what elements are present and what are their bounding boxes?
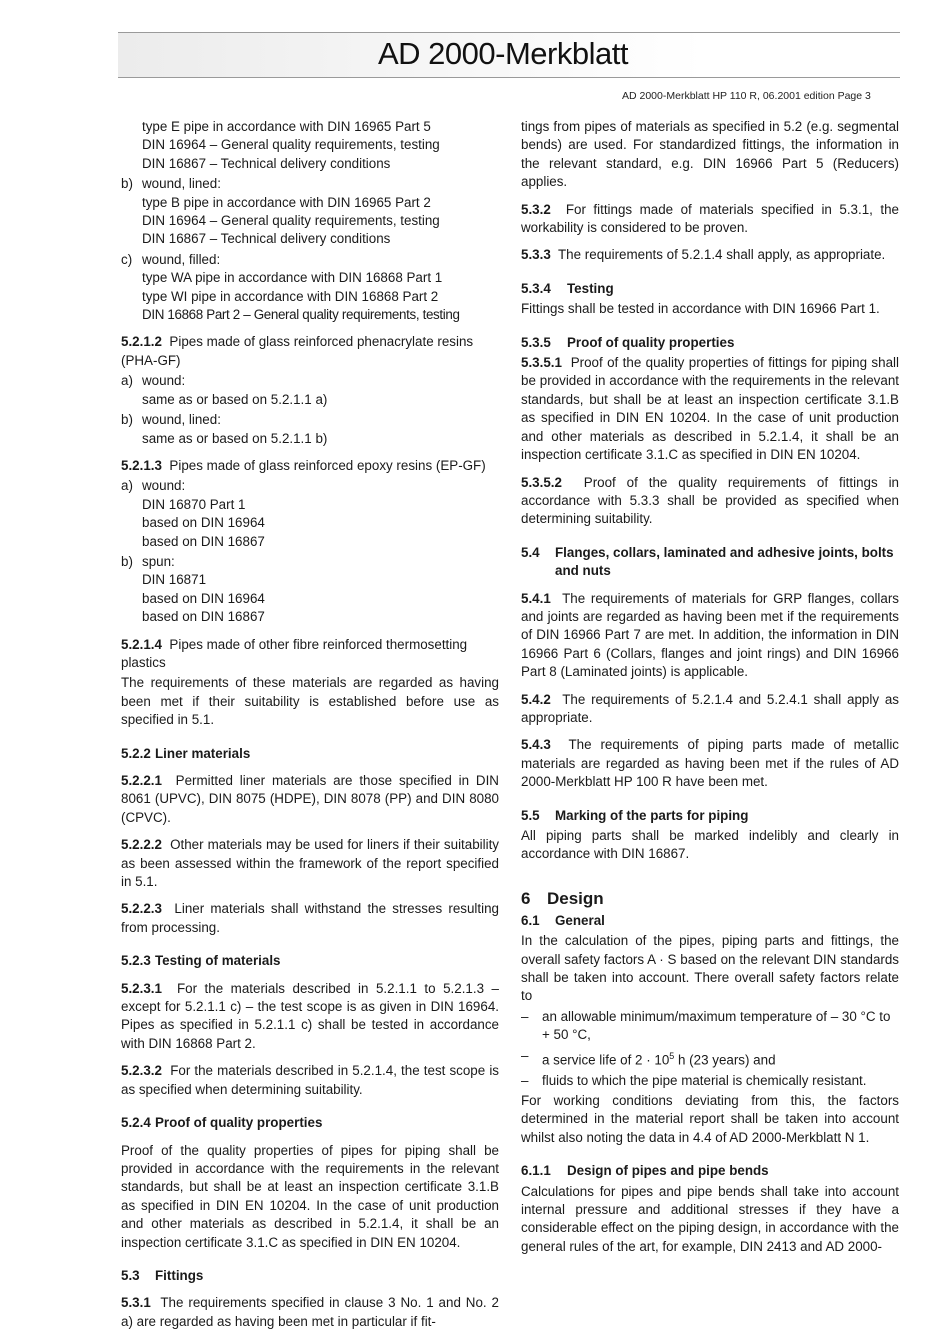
text-line: DIN 16870 Part 1 [142, 496, 246, 512]
paragraph: Proof of the quality properties of pipes for piping shall be provided in accordance with the requirements in the relevant standards, but shall be at least an inspection certificate 3.1.B as specified in DIN EN 10204. In the case of unit production and other materials as described in 5.2.1.4, it shall be an inspection certificate 3.1.C as specified in DIN EN 10204. [121, 1142, 499, 1250]
list-text: wound, filled: [142, 251, 221, 267]
section-number: 5.3.4 [521, 280, 551, 296]
clause-text: For the materials described in 5.2.1.1 to 5.2.1.3 – except for 5.2.1.1 c) – the test scope is as given in DIN 16964. Pipes as specified in 5.2.1.1 c) shall be tested in accordance with DIN 16868 Part 2. [121, 980, 499, 1051]
clause-5-2-2-3 [121, 900, 499, 937]
section-number: 6.1.1 [521, 1163, 551, 1179]
paragraph: The requirements of these materials are regarded as having been met if their suitability is established before use as specified in 5.1. [121, 675, 499, 728]
list-text: fluids to which the pipe material is chemically resistant. [542, 1072, 867, 1088]
section-number: 5.5 [521, 807, 540, 823]
clause-5-2-3-2 [121, 1062, 499, 1099]
section-number: 6.1 [521, 912, 540, 928]
clause-5-4-3 [521, 736, 899, 791]
text-line: type E pipe in accordance with DIN 16965 Part 5 [142, 119, 431, 134]
clause-number: 5.3.5.1 [521, 355, 562, 371]
list-label: b) [121, 412, 133, 428]
clause-5-3-3 [521, 246, 899, 264]
dash-mark: – [521, 1047, 529, 1063]
text-line: based on DIN 16867 [142, 533, 265, 549]
clause-number: 5.4.3 [521, 737, 551, 753]
text-part: h (23 years) and [674, 1052, 776, 1068]
clause-5-2-1-4 [121, 636, 499, 673]
section-heading-5-3-5 [521, 334, 899, 352]
clause-text: For the materials described in 5.2.1.4, the test scope is as specified when determining suitability. [121, 1063, 499, 1097]
clause-5-3-5-2 [521, 474, 899, 529]
clause-text: Liner materials shall withstand the stresses resulting from processing. [121, 901, 499, 935]
list-text: an allowable minimum/maximum temperature of – 30 °C to + 50 °C, [542, 1008, 891, 1043]
dash-list-item [521, 1008, 899, 1045]
clause-number: 5.4.2 [521, 691, 551, 707]
clause-number: 5.2.2.1 [121, 773, 162, 788]
section-number: 5.3 [121, 1267, 140, 1283]
right-column [521, 118, 899, 1256]
section-number: 5.4 [521, 544, 540, 560]
clause-text: Pipes made of glass reinforced phenacrylate resins (PHA-GF) [121, 334, 474, 368]
clause-5-2-3-1 [121, 980, 499, 1054]
section-number: 5.2.4 [121, 1115, 151, 1131]
text-line: based on DIN 16867 [142, 609, 265, 625]
section-heading-5-3-4 [521, 280, 899, 298]
section-number: 5.2.3 [121, 953, 151, 969]
clause-text: The requirements specified in clause 3 No. 1 and No. 2 a) are regarded as having been met in particular if fit- [121, 1295, 499, 1329]
clause-number: 5.2.1.4 [121, 636, 162, 652]
section-heading-6-1 [521, 912, 899, 930]
edition-line: AD 2000-Merkblatt HP 110 R, 06.2001 edition Page 3 [622, 90, 871, 102]
list-item [121, 175, 499, 193]
dash-mark: – [521, 1008, 529, 1024]
chapter-heading-6 [521, 888, 899, 910]
text-line: type WA pipe in accordance with DIN 16868 Part 1 [142, 270, 443, 286]
section-title: Design [547, 888, 604, 908]
paragraph: Calculations for pipes and pipe bends shall take into account internal pressure and additional stresses if they have a considerable effect on the piping design, in accordance with the general rules of the art, for example, DIN 2413 and AD 2000- [521, 1183, 899, 1254]
clause-number: 5.3.1 [121, 1295, 151, 1311]
section-title: Testing of materials [155, 953, 281, 969]
section-title: Fittings [155, 1267, 204, 1283]
document-title: AD 2000-Merkblatt [378, 36, 628, 71]
list-item [121, 477, 499, 495]
section-number: 6 [521, 888, 531, 908]
list-label: a) [121, 373, 133, 389]
clause-5-3-2 [521, 201, 899, 238]
list-label: a) [121, 478, 133, 494]
clause-5-3-1 [121, 1294, 499, 1331]
list-text: wound: [142, 373, 186, 389]
section-title: Design of pipes and pipe bends [567, 1163, 769, 1179]
text-line: DIN 16867 – Technical delivery conditions [142, 231, 391, 247]
section-title: Flanges, collars, laminated and adhesive joints, bolts and nuts [555, 544, 894, 579]
clause-number: 5.2.2.3 [121, 901, 162, 917]
section-title: Proof of quality properties [567, 334, 735, 350]
section-title: Testing [567, 280, 614, 296]
dash-list-item [521, 1047, 899, 1070]
clause-5-2-2-1 [121, 772, 499, 827]
dash-mark: – [521, 1072, 529, 1088]
clause-text: Proof of the quality properties of fittings for piping shall be provided in accordance with the requirements in the relevant standards, but shall be at least an inspection certificate 3.1.B as specified in DIN EN 10204. In the case of unit production and other materials as described in 5.2.1.4, it shall be an inspection certificate 3.1.C as specified in DIN EN 10204. [521, 355, 899, 463]
text-part: a service life of 2 · 10 [542, 1052, 670, 1068]
clause-5-2-1-2 [121, 333, 499, 370]
clause-number: 5.2.1.2 [121, 334, 162, 350]
exponent: 5 [669, 1050, 675, 1061]
text-line: based on DIN 16964 [142, 515, 265, 531]
clause-number: 5.2.1.3 [121, 457, 162, 473]
clause-number: 5.3.2 [521, 201, 551, 217]
section-number: 5.3.5 [521, 334, 551, 350]
text-line: same as or based on 5.2.1.1 b) [142, 430, 328, 446]
list-text: wound, lined: [142, 412, 221, 428]
list-text [542, 1047, 776, 1070]
clause-number: 5.4.1 [521, 590, 551, 606]
paragraph: tings from pipes of materials as specified in 5.2 (e.g. segmental bends) are used. For standardized fittings, the information in the relevant standard, e.g. DIN 16966 Part 5 (Reducers) applies. [521, 119, 899, 190]
clause-text: For fittings made of materials specified in 5.3.1, the workability is considered to be proven. [521, 201, 899, 236]
clause-5-4-1 [521, 590, 899, 682]
clause-text: Pipes made of glass reinforced epoxy resins (EP-GF) [169, 457, 486, 473]
list-label: b) [121, 176, 133, 192]
text-line: type WI pipe in accordance with DIN 16868 Part 2 [142, 288, 439, 304]
section-heading-5-2-2 [121, 745, 499, 763]
clause-text: Pipes made of other fibre reinforced thermosetting plastics [121, 636, 468, 670]
clause-text: Other materials may be used for liners if their suitability as been assessed within the framework of the report specified in 5.1. [121, 837, 499, 890]
dash-list-item [521, 1072, 899, 1090]
clause-text: Proof of the quality requirements of fittings in accordance with 5.3.3 shall be provided as specified when determining suitability. [521, 474, 899, 527]
list-item [121, 411, 499, 429]
list-item [121, 553, 499, 571]
list-text: wound, lined: [142, 176, 221, 192]
clause-number: 5.2.3.2 [121, 1063, 162, 1079]
section-title: General [555, 912, 605, 928]
list-label: c) [121, 251, 133, 267]
section-number: 5.2.2 [121, 745, 151, 761]
clause-number: 5.2.2.2 [121, 837, 162, 853]
text-line: DIN 16867 – Technical delivery conditions [142, 155, 391, 171]
text-line: same as or based on 5.2.1.1 a) [142, 391, 328, 407]
left-column [121, 118, 499, 1331]
clause-text: The requirements of 5.2.1.4 and 5.2.4.1 shall apply as appropriate. [521, 691, 899, 725]
text-line: DIN 16964 – General quality requirements, testing [142, 137, 440, 153]
paragraph: All piping parts shall be marked indelibly and clearly in accordance with DIN 16867. [521, 828, 899, 862]
clause-5-3-5-1 [521, 354, 899, 464]
clause-text: Permitted liner materials are those specified in DIN 8061 (UPVC), DIN 8075 (HDPE), DIN 8078 (PP) and DIN 8080 (CPVC). [121, 773, 499, 825]
section-title: Liner materials [155, 745, 251, 761]
clause-5-2-2-2 [121, 836, 499, 891]
clause-number: 5.3.3 [521, 247, 551, 263]
list-label: b) [121, 553, 133, 569]
list-item [121, 372, 499, 390]
text-line: DIN 16964 – General quality requirements, testing [142, 213, 440, 229]
list-item [121, 251, 499, 269]
section-heading-5-3 [121, 1267, 499, 1285]
section-heading-5-4 [521, 544, 899, 581]
text-line: DIN 16868 Part 2 – General quality requirements, testing [142, 307, 460, 323]
text-line: type B pipe in accordance with DIN 16965 Part 2 [142, 194, 431, 210]
list-text: wound: [142, 478, 186, 494]
clause-5-4-2 [521, 691, 899, 728]
paragraph: In the calculation of the pipes, piping parts and fittings, the overall safety factors A · S based on the relevant DIN standards shall be taken into account. There overall safety factors relate to [521, 933, 899, 1004]
text-line: based on DIN 16964 [142, 590, 265, 606]
clause-text: The requirements of materials for GRP flanges, collars and joints are regarded as having been met if the requirements of DIN 16966 Part 7 are met. In addition, the information in DIN 16966 Part 6 (Collars, flanges and joint rings) and DIN 16966 Part 8 (Laminated joints) is applicable. [521, 590, 900, 680]
section-heading-5-2-3 [121, 952, 499, 970]
clause-number: 5.2.3.1 [121, 980, 162, 996]
paragraph: Fittings shall be tested in accordance with DIN 16966 Part 1. [521, 301, 880, 317]
paragraph: For working conditions deviating from this, the factors determined in the material report shall be taken into account whilst also noting the data in 4.4 of AD 2000-Merkblatt N 1. [521, 1092, 899, 1145]
section-heading-5-5 [521, 807, 899, 825]
section-heading-6-1-1 [521, 1162, 899, 1180]
section-title: Proof of quality properties [155, 1115, 323, 1131]
clause-text: The requirements of 5.2.1.4 shall apply, as appropriate. [558, 247, 886, 263]
list-text: spun: [142, 553, 175, 569]
clause-text: The requirements of piping parts made of metallic materials are regarded as having been met if the rules of AD 2000-Merkblatt HP 100 R have been met. [521, 737, 900, 790]
clause-number: 5.3.5.2 [521, 474, 562, 490]
clause-5-2-1-3 [121, 457, 499, 475]
section-heading-5-2-4 [121, 1114, 499, 1132]
section-title: Marking of the parts for piping [555, 807, 749, 823]
text-line: DIN 16871 [142, 572, 207, 588]
